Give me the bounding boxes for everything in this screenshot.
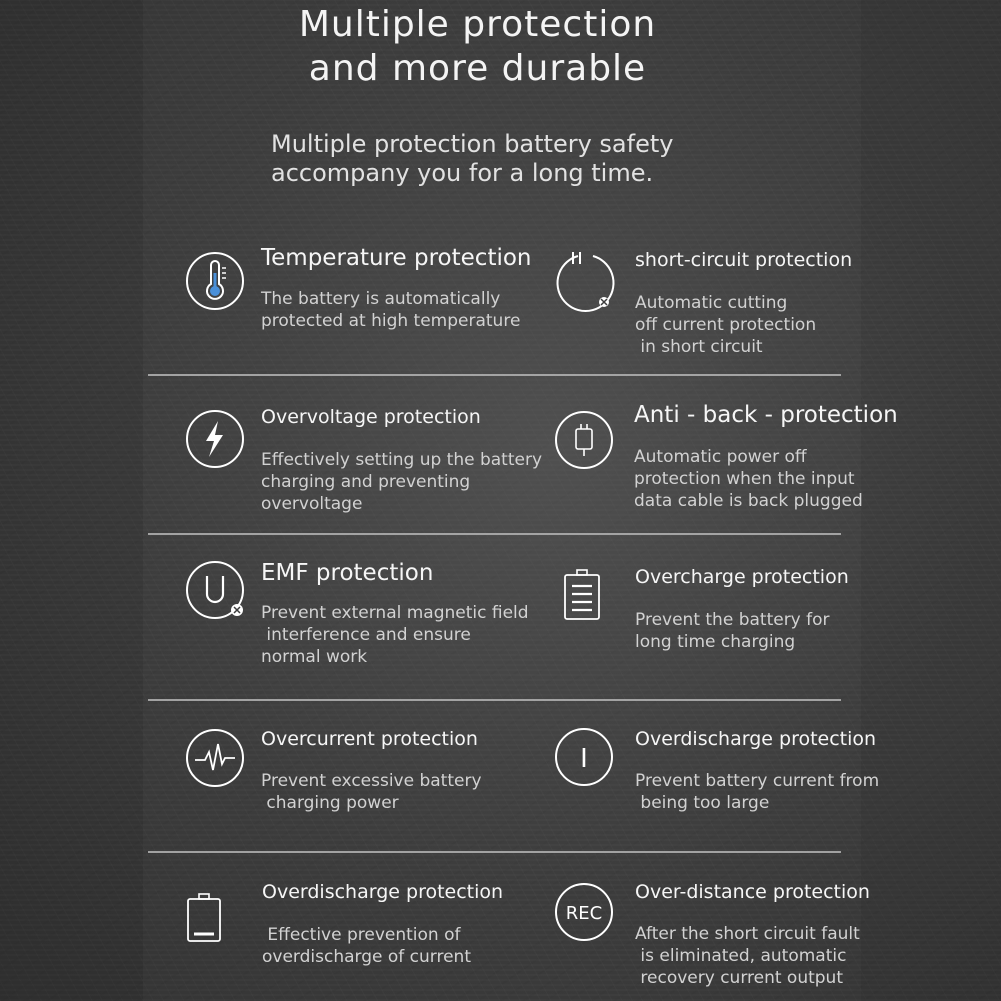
plug-icon [554,410,614,470]
battery-low-icon [185,892,223,944]
feature-desc-line: protection when the input [634,469,855,489]
thermometer-icon [185,251,245,311]
right-margin [861,0,1001,1001]
current-icon-label: I [580,744,588,774]
page-title-line-1: Multiple protection [298,4,657,45]
feature-desc-line: overdischarge of current [262,947,471,967]
subtitle-line-2: accompany you for a long time. [271,159,654,187]
feature-title: Overvoltage protection [261,406,481,428]
feature-desc-line: Effective prevention of [262,925,461,945]
feature-title: Temperature protection [261,245,532,271]
left-margin [0,0,143,1001]
feature-desc-line: normal work [261,647,368,667]
divider [148,699,841,701]
feature-desc-line: in short circuit [635,337,763,357]
magnet-icon [185,560,249,624]
pulse-icon [185,728,245,788]
divider [148,851,841,853]
feature-title: short-circuit protection [635,249,853,271]
feature-title: Over-distance protection [635,881,870,903]
feature-title: Overcurrent protection [261,728,478,750]
feature-desc-line: overvoltage [261,494,363,514]
feature-desc-line: Prevent the battery for [635,610,830,630]
subtitle-line-1: Multiple protection battery safety [271,130,674,158]
feature-desc-line: off current protection [635,315,817,335]
feature-desc-line: Prevent excessive battery [261,771,482,791]
page-title-line-2: and more durable [308,48,647,89]
feature-title: Anti - back - protection [634,402,898,428]
feature-desc-line: interference and ensure [261,625,471,645]
lightning-icon [185,409,245,469]
rec-icon-label: REC [565,903,603,924]
feature-title: EMF protection [261,560,434,586]
feature-title: Overdischarge protection [635,728,877,750]
current-icon [554,727,614,787]
feature-desc-line: Effectively setting up the battery [261,450,543,470]
feature-desc-line: recovery current output [635,968,844,988]
rec-icon [554,882,614,942]
feature-desc-line: is eliminated, automatic [635,946,847,966]
feature-desc-line: After the short circuit fault [635,924,860,944]
feature-desc-line: charging and preventing [261,472,471,492]
feature-desc-line: Automatic cutting [635,293,788,313]
power-icon [553,250,617,314]
feature-desc-line: protected at high temperature [261,311,521,331]
feature-title: Overdischarge protection [262,881,504,903]
feature-desc-line: Prevent external magnetic field [261,603,529,623]
feature-desc-line: charging power [261,793,399,813]
divider [148,533,841,535]
feature-desc-line: Prevent battery current from [635,771,880,791]
feature-desc-line: The battery is automatically [261,289,501,309]
battery-full-icon [562,568,602,622]
feature-desc-line: Automatic power off [634,447,807,467]
feature-title: Overcharge protection [635,566,849,588]
feature-desc-line: long time charging [635,632,796,652]
feature-desc-line: being too large [635,793,770,813]
feature-desc-line: data cable is back plugged [634,491,863,511]
divider [148,374,841,376]
